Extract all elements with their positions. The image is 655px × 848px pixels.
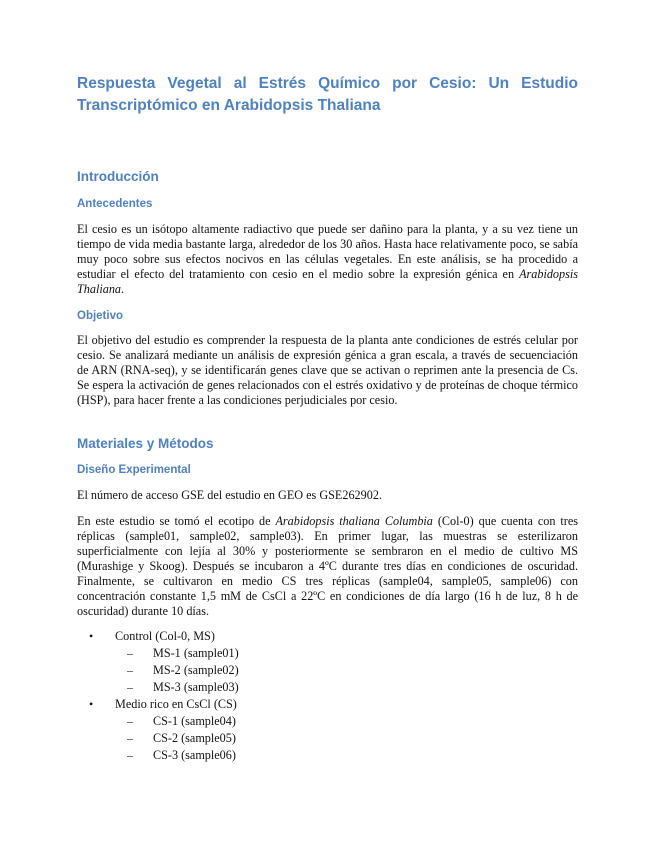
list-item-cs1: CS-1 (sample04) bbox=[153, 714, 236, 728]
paragraph-objetivo: El objetivo del estudio es comprender la respuesta de la planta ante condiciones de estrés celular por cesio. Se analizará mediante un análisis de expresión génica a gran escala, a través de secuenciación de ARN (RNA-seq), y se identificarán genes clave que se activan o reprimen ante la presencia de Cs. Se espera la activación de genes relacionados con el estrés oxidativo y de proteínas de choque térmico (HSP), para hacer frente a las condiciones perjudiciales por cesio. bbox=[77, 333, 578, 407]
species-name: Arabidopsis Thaliana bbox=[77, 267, 578, 296]
paragraph-accession: El número de acceso GSE del estudio en GEO es GSE262902. bbox=[77, 488, 382, 502]
subsection-heading-objetivo: Objetivo bbox=[77, 310, 124, 322]
species-name-col0: Arabidopsis thaliana Columbia bbox=[275, 514, 433, 528]
section-heading-materiales-metodos: Materiales y Métodos bbox=[77, 436, 214, 451]
dash-marker: – bbox=[127, 663, 133, 677]
list-item-ms3: MS-3 (sample03) bbox=[153, 680, 239, 694]
dash-marker: – bbox=[127, 646, 133, 660]
dash-marker: – bbox=[127, 680, 133, 694]
paragraph-antecedentes: El cesio es un isótopo altamente radiactivo que puede ser dañino para la planta, y a su vez tiene un tiempo de vida media bastante larga, alrededor de los 30 años. Hasta hace relativamente poco, se sabía muy poco sobre sus efectos nocivos en las células vegetales. En este análisis, se ha procedido a estudiar el efecto del tratamiento con cesio en el medio sobre la expresión génica en Arabidopsis Thaliana. bbox=[77, 222, 578, 296]
dash-marker: – bbox=[127, 731, 133, 745]
section-heading-introduccion: Introducción bbox=[77, 169, 159, 184]
document-title: Respuesta Vegetal al Estrés Químico por Cesio: Un Estudio Transcriptómico en Arabidopsis Thaliana bbox=[77, 75, 578, 114]
bullet-marker: • bbox=[89, 629, 94, 643]
paragraph-diseno: En este estudio se tomó el ecotipo de Arabidopsis thaliana Columbia (Col-0) que cuenta con tres réplicas (sample01, sample02, sample03). En primer lugar, las muestras se esterilizaron superficialmente con lejía al 30% y posteriormente se sembraron en el medio de cultivo MS (Murashige y Skoog). Después se incubaron a 4ºC durante tres días en condiciones de oscuridad. Finalmente, se cultivaron en medio CS tres réplicas (sample04, sample05, sample06) con concentración constante 1,5 mM de CsCl a 22ºC en condiciones de día largo (16 h de luz, 8 h de oscuridad) durante 10 días. bbox=[77, 514, 578, 618]
subsection-heading-antecedentes: Antecedentes bbox=[77, 198, 153, 210]
list-item-cs3: CS-3 (sample06) bbox=[153, 748, 236, 762]
list-item-control: Control (Col-0, MS) bbox=[115, 629, 215, 643]
subsection-heading-diseno-experimental: Diseño Experimental bbox=[77, 464, 191, 476]
list-item-cs2: CS-2 (sample05) bbox=[153, 731, 236, 745]
list-item-cscl: Medio rico en CsCl (CS) bbox=[115, 697, 237, 711]
dash-marker: – bbox=[127, 748, 133, 762]
bullet-marker: • bbox=[89, 697, 94, 711]
dash-marker: – bbox=[127, 714, 133, 728]
list-item-ms2: MS-2 (sample02) bbox=[153, 663, 239, 677]
list-item-ms1: MS-1 (sample01) bbox=[153, 646, 239, 660]
